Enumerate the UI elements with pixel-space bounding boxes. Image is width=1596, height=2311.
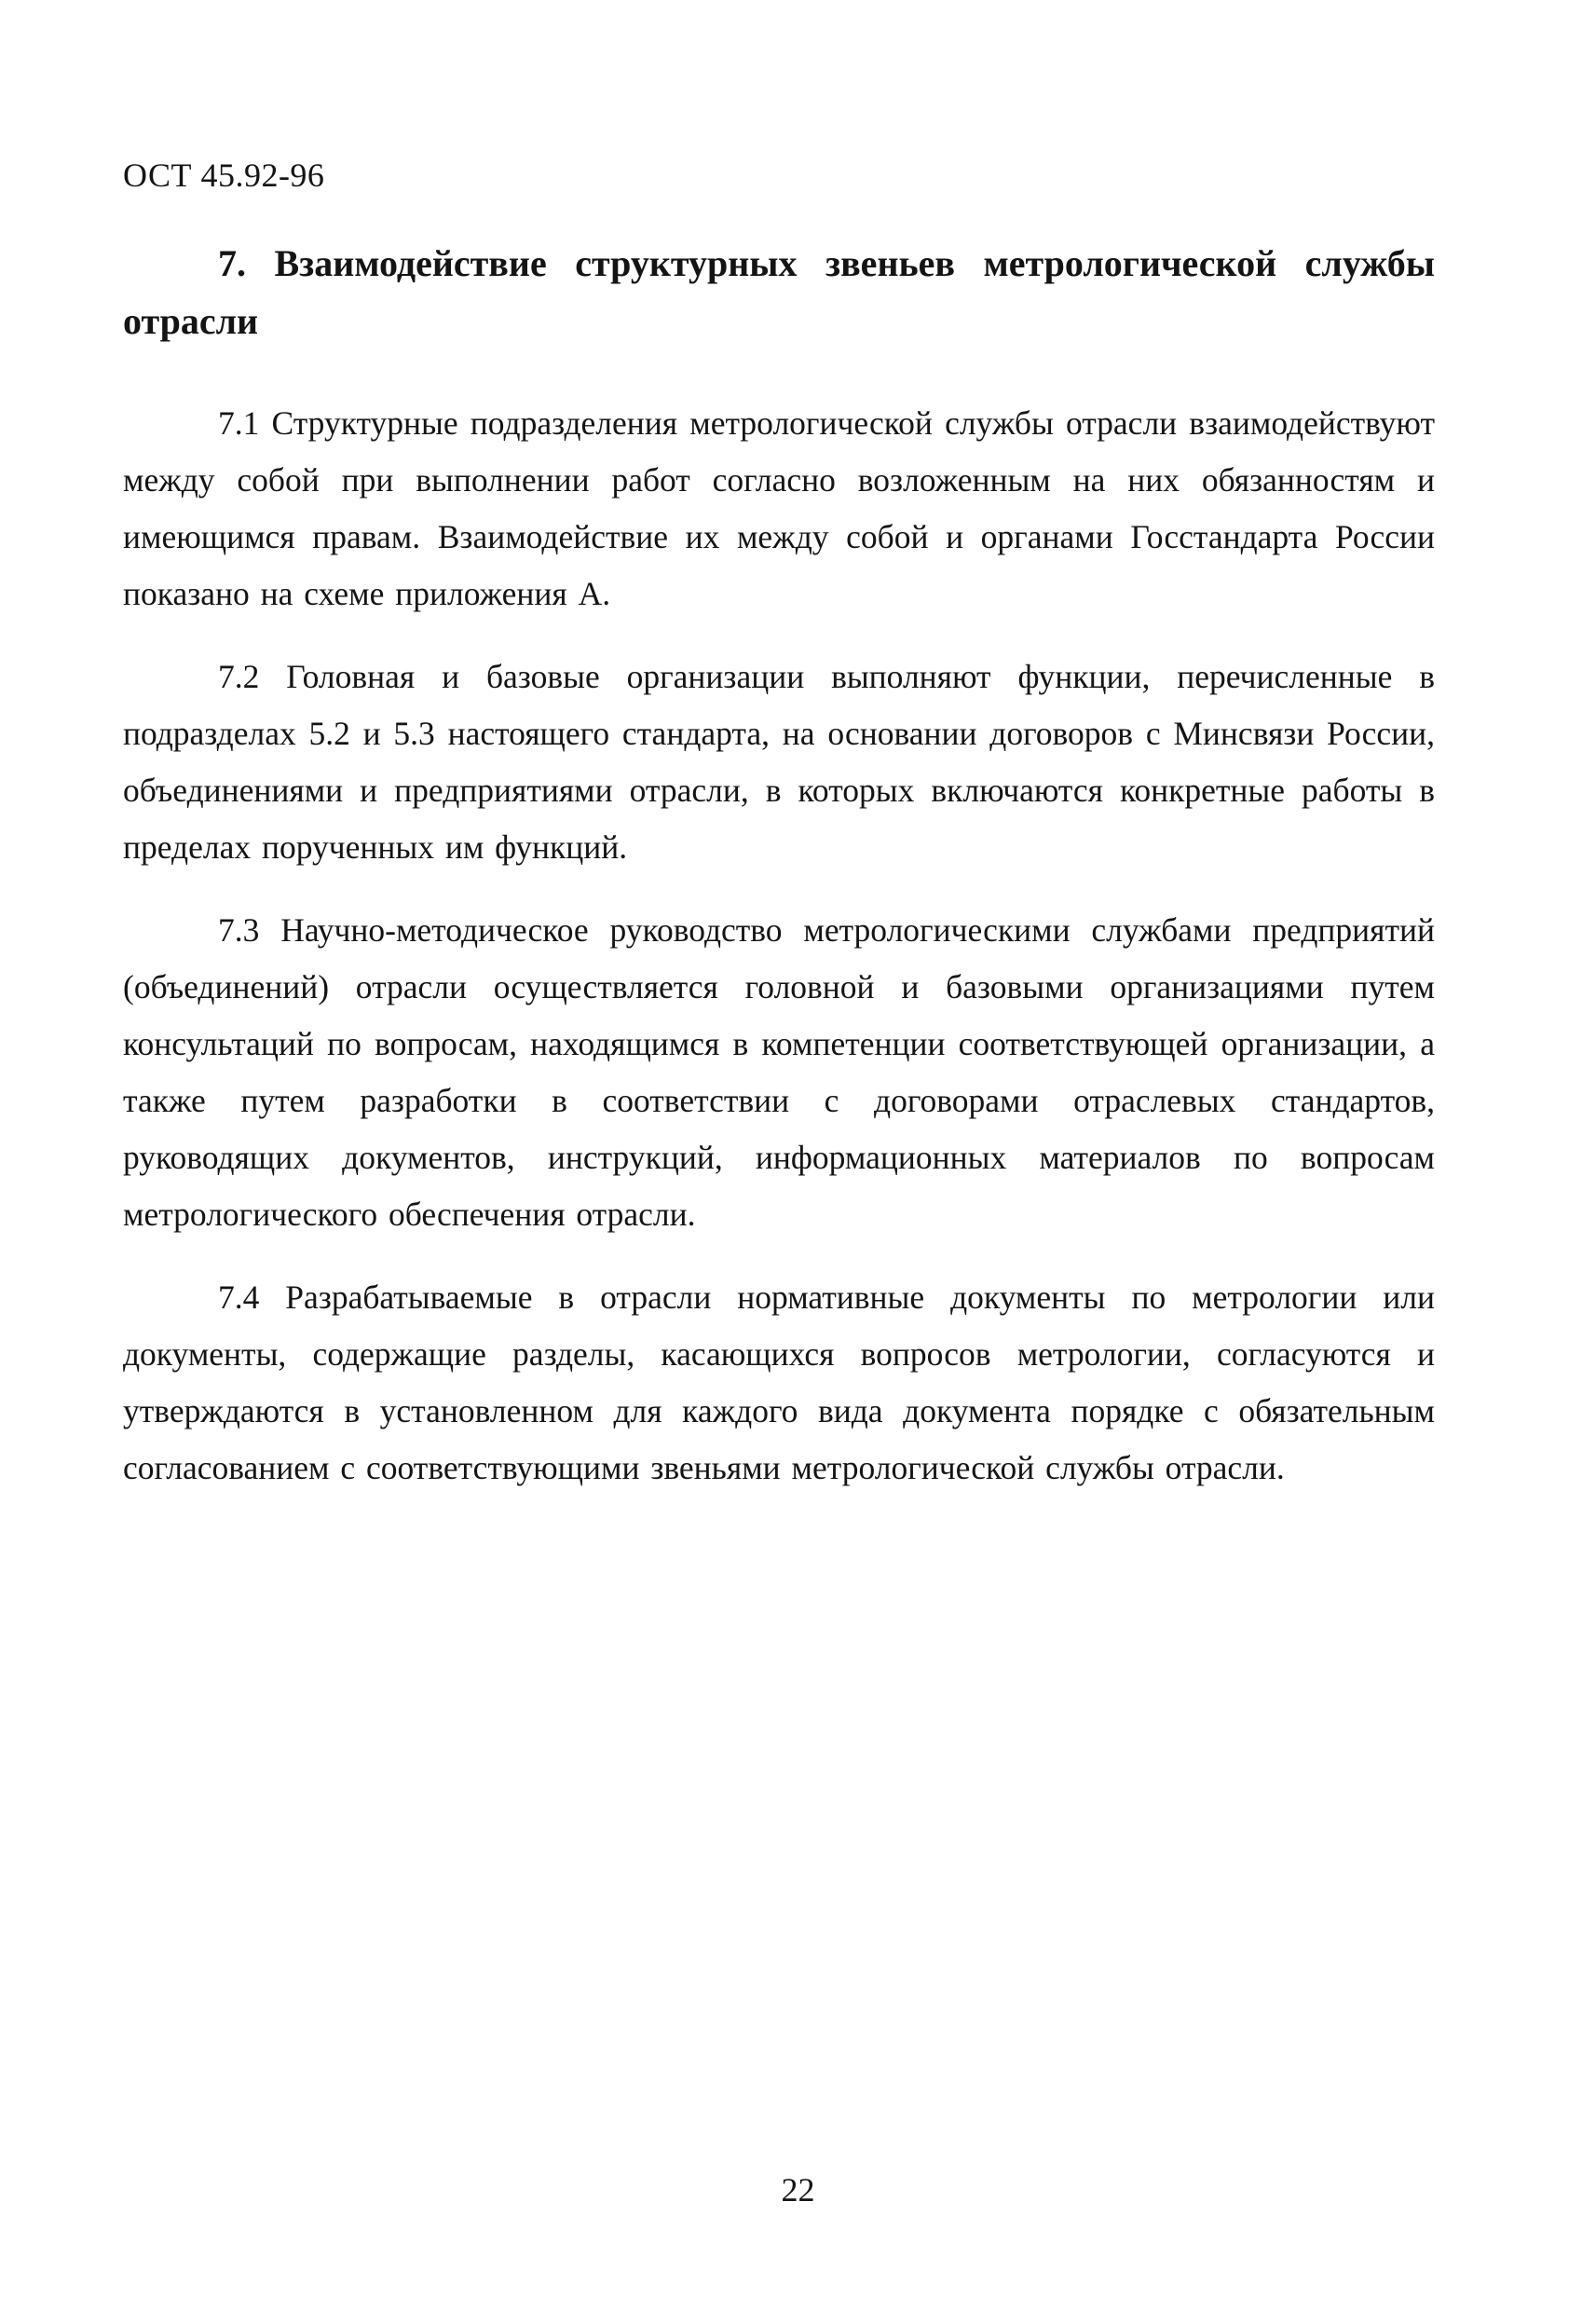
page-number: 22 [781, 2171, 815, 2208]
clause-7-1: 7.1 Структурные подразделения метрологической службы отрасли взаимодействуют между собой при выполнении работ согласно возложенным на них обязанностям и имеющимся правам. Взаимодействие их между собой и органами Госстандарта России показано на схеме приложения А. [123, 404, 1435, 612]
clause-7-3: 7.3 Научно-методическое руководство метрологическими службами предприятий (объединений) отрасли осуществляется головной и базовыми организациями путем консультаций по вопросам, находящимся в компетенции соответствующей организации, а также путем разработки в соответствии с договорами отраслевых стандартов, руководящих документов, инструкций, информационных материалов по вопросам метрологического обеспечения отрасли. [123, 911, 1435, 1233]
clause-7-2: 7.2 Головная и базовые организации выполняют функции, перечисленные в подразделах 5.2 и 5.3 настоящего стандарта, на основании договоров с Минсвязи России, объединениями и предприятиями отрасли, в которых включаются конкретные работы в пределах порученных им функций. [123, 658, 1435, 866]
section-body [123, 235, 1435, 1523]
section-title: 7. Взаимодействие структурных звеньев метрологической службы отрасли [123, 242, 1435, 342]
clause-7-4: 7.4 Разрабатываемые в отрасли нормативные документы по метрологии или документы, содержащие разделы, касающихся вопросов метрологии, согласуются и утверждаются в установленном для каждого вида документа порядке с обязательным согласованием с соответствующими звеньями метрологической службы отрасли. [123, 1279, 1435, 1486]
document-code: ОСТ 45.92-96 [123, 157, 325, 194]
